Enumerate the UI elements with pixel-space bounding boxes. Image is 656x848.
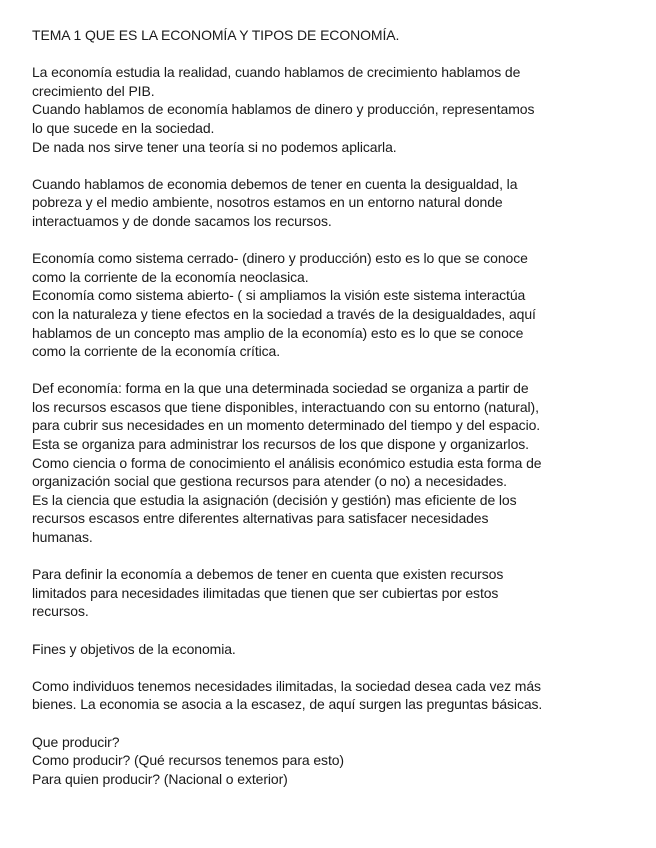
paragraph-fines-heading bbox=[32, 640, 632, 659]
document-page bbox=[32, 26, 632, 807]
text-line: De nada nos sirve tener una teoría si no podemos aplicarla. bbox=[32, 138, 397, 155]
paragraph-recursos bbox=[32, 565, 632, 621]
text-line: pobreza y el medio ambiente, nosotros estamos en un entorno natural donde bbox=[32, 194, 503, 211]
section-heading: Fines y objetivos de la economia. bbox=[32, 640, 236, 657]
paragraph-preguntas bbox=[32, 733, 632, 789]
text-line: como la corriente de la economía neoclasica. bbox=[32, 268, 309, 285]
text-line: Cuando hablamos de economía hablamos de dinero y producción, representamos bbox=[32, 101, 535, 118]
text-line: La economía estudia la realidad, cuando hablamos de crecimiento hablamos de bbox=[32, 64, 521, 81]
text-line: Economía como sistema cerrado- (dinero y producción) esto es lo que se conoce bbox=[32, 250, 528, 267]
text-line: Para definir la economía a debemos de tener en cuenta que existen recursos bbox=[32, 566, 504, 583]
text-line: los recursos escasos que tiene disponibles, interactuando con su entorno (natural), bbox=[32, 398, 539, 415]
text-line: bienes. La economia se asocia a la escasez, de aquí surgen las preguntas básicas. bbox=[32, 696, 543, 713]
document-title: TEMA 1 QUE ES LA ECONOMÍA Y TIPOS DE ECONOMÍA. bbox=[32, 27, 400, 43]
text-line: interactuamos y de donde sacamos los recursos. bbox=[32, 212, 332, 229]
text-line: Es la ciencia que estudia la asignación (decisión y gestión) mas eficiente de los bbox=[32, 491, 517, 508]
text-line: limitados para necesidades ilimitadas que tienen que ser cubiertas por estos bbox=[32, 584, 499, 601]
paragraph-sistemas bbox=[32, 249, 632, 361]
text-line: Esta se organiza para administrar los recursos de los que dispone y organizarlos. bbox=[32, 436, 529, 453]
text-line: con la naturaleza y tiene efectos en la sociedad a través de la desigualdades, aquí bbox=[32, 305, 536, 322]
paragraph-desigualdad bbox=[32, 175, 632, 231]
text-line: para cubrir sus necesidades en un momento determinado del tiempo y del espacio. bbox=[32, 417, 541, 434]
text-line: lo que sucede en la sociedad. bbox=[32, 119, 215, 136]
paragraph-definicion bbox=[32, 379, 632, 546]
text-line: Como ciencia o forma de conocimiento el análisis económico estudia esta forma de bbox=[32, 454, 542, 471]
text-line: Cuando hablamos de economia debemos de tener en cuenta la desigualdad, la bbox=[32, 175, 518, 192]
text-line: Como individuos tenemos necesidades ilimitadas, la sociedad desea cada vez más bbox=[32, 677, 541, 694]
paragraph-intro bbox=[32, 63, 632, 156]
question-line: Como producir? (Qué recursos tenemos para esto) bbox=[32, 752, 344, 769]
text-line: hablamos de un concepto mas amplio de la economía) esto es lo que se conoce bbox=[32, 324, 524, 341]
text-line: recursos. bbox=[32, 603, 89, 620]
text-line: crecimiento del PIB. bbox=[32, 82, 155, 99]
text-line: humanas. bbox=[32, 529, 93, 546]
text-line: organización social que gestiona recursos para atender (o no) a necesidades. bbox=[32, 473, 507, 490]
paragraph-necesidades bbox=[32, 677, 632, 714]
question-line: Para quien producir? (Nacional o exterior) bbox=[32, 770, 288, 787]
text-line: Economía como sistema abierto- ( si ampliamos la visión este sistema interactúa bbox=[32, 287, 526, 304]
text-line: recursos escasos entre diferentes alternativas para satisfacer necesidades bbox=[32, 510, 489, 527]
text-line: Def economía: forma en la que una determinada sociedad se organiza a partir de bbox=[32, 380, 529, 397]
question-line: Que producir? bbox=[32, 733, 120, 750]
text-line: como la corriente de la economía crítica. bbox=[32, 343, 281, 360]
